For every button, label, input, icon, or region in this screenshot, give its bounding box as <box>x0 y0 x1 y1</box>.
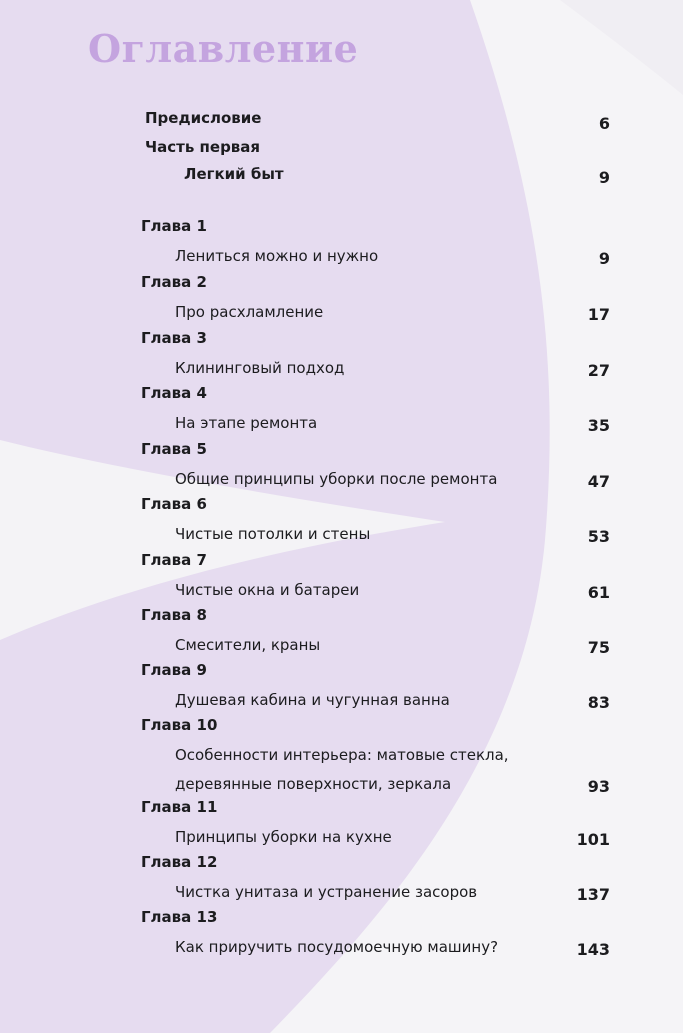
toc-front-item: Предисловие <box>145 109 262 127</box>
chapter-heading: Глава 2 <box>141 273 207 291</box>
page-number: 27 <box>587 361 610 380</box>
page-number: 137 <box>576 885 610 904</box>
page-number: 47 <box>587 472 610 491</box>
chapter-heading: Глава 10 <box>141 716 218 734</box>
chapter-heading: Глава 13 <box>141 908 218 926</box>
chapter-title: Чистые потолки и стены <box>175 525 371 543</box>
chapter-title: деревянные поверхности, зеркала <box>175 775 452 793</box>
page-number: 9 <box>598 168 610 187</box>
page-number: 101 <box>576 830 610 849</box>
chapter-heading: Глава 9 <box>141 661 207 679</box>
chapter-title: Принципы уборки на кухне <box>175 828 392 846</box>
chapter-heading: Глава 6 <box>141 495 207 513</box>
chapter-title: Смесители, краны <box>175 636 321 654</box>
chapter-heading: Глава 3 <box>141 329 207 347</box>
chapter-heading: Глава 4 <box>141 384 207 402</box>
chapter-heading: Глава 7 <box>141 551 207 569</box>
chapter-heading: Глава 12 <box>141 853 218 871</box>
chapter-title: Чистка унитаза и устранение засоров <box>175 883 478 901</box>
chapter-title: Общие принципы уборки после ремонта <box>175 470 498 488</box>
page-number: 83 <box>587 693 610 712</box>
page-number: 93 <box>587 777 610 796</box>
chapter-title: Клининговый подход <box>175 359 345 377</box>
page-number: 35 <box>587 416 610 435</box>
chapter-title: Особенности интерьера: матовые стекла, <box>175 746 509 764</box>
page-number: 61 <box>587 583 610 602</box>
chapter-title: Лениться можно и нужно <box>175 247 379 265</box>
chapter-heading: Глава 11 <box>141 798 218 816</box>
chapter-title: На этапе ремонта <box>175 414 318 432</box>
page-number: 9 <box>598 249 610 268</box>
page-number: 75 <box>587 638 610 657</box>
chapter-heading: Глава 5 <box>141 440 207 458</box>
chapter-title: Про расхламление <box>175 303 324 321</box>
page-number: 143 <box>576 940 610 959</box>
toc-front-item: Часть первая <box>145 138 261 156</box>
chapter-heading: Глава 1 <box>141 217 207 235</box>
chapter-title: Чистые окна и батареи <box>175 581 360 599</box>
page-number: 6 <box>598 114 610 133</box>
page-number: 17 <box>587 305 610 324</box>
chapter-title: Как приручить посудомоечную машину? <box>175 938 499 956</box>
chapter-title: Душевая кабина и чугунная ванна <box>175 691 450 709</box>
page-title: Оглавление <box>88 26 359 71</box>
toc-front-item: Легкий быт <box>184 165 284 183</box>
chapter-heading: Глава 8 <box>141 606 207 624</box>
page-number: 53 <box>587 527 610 546</box>
